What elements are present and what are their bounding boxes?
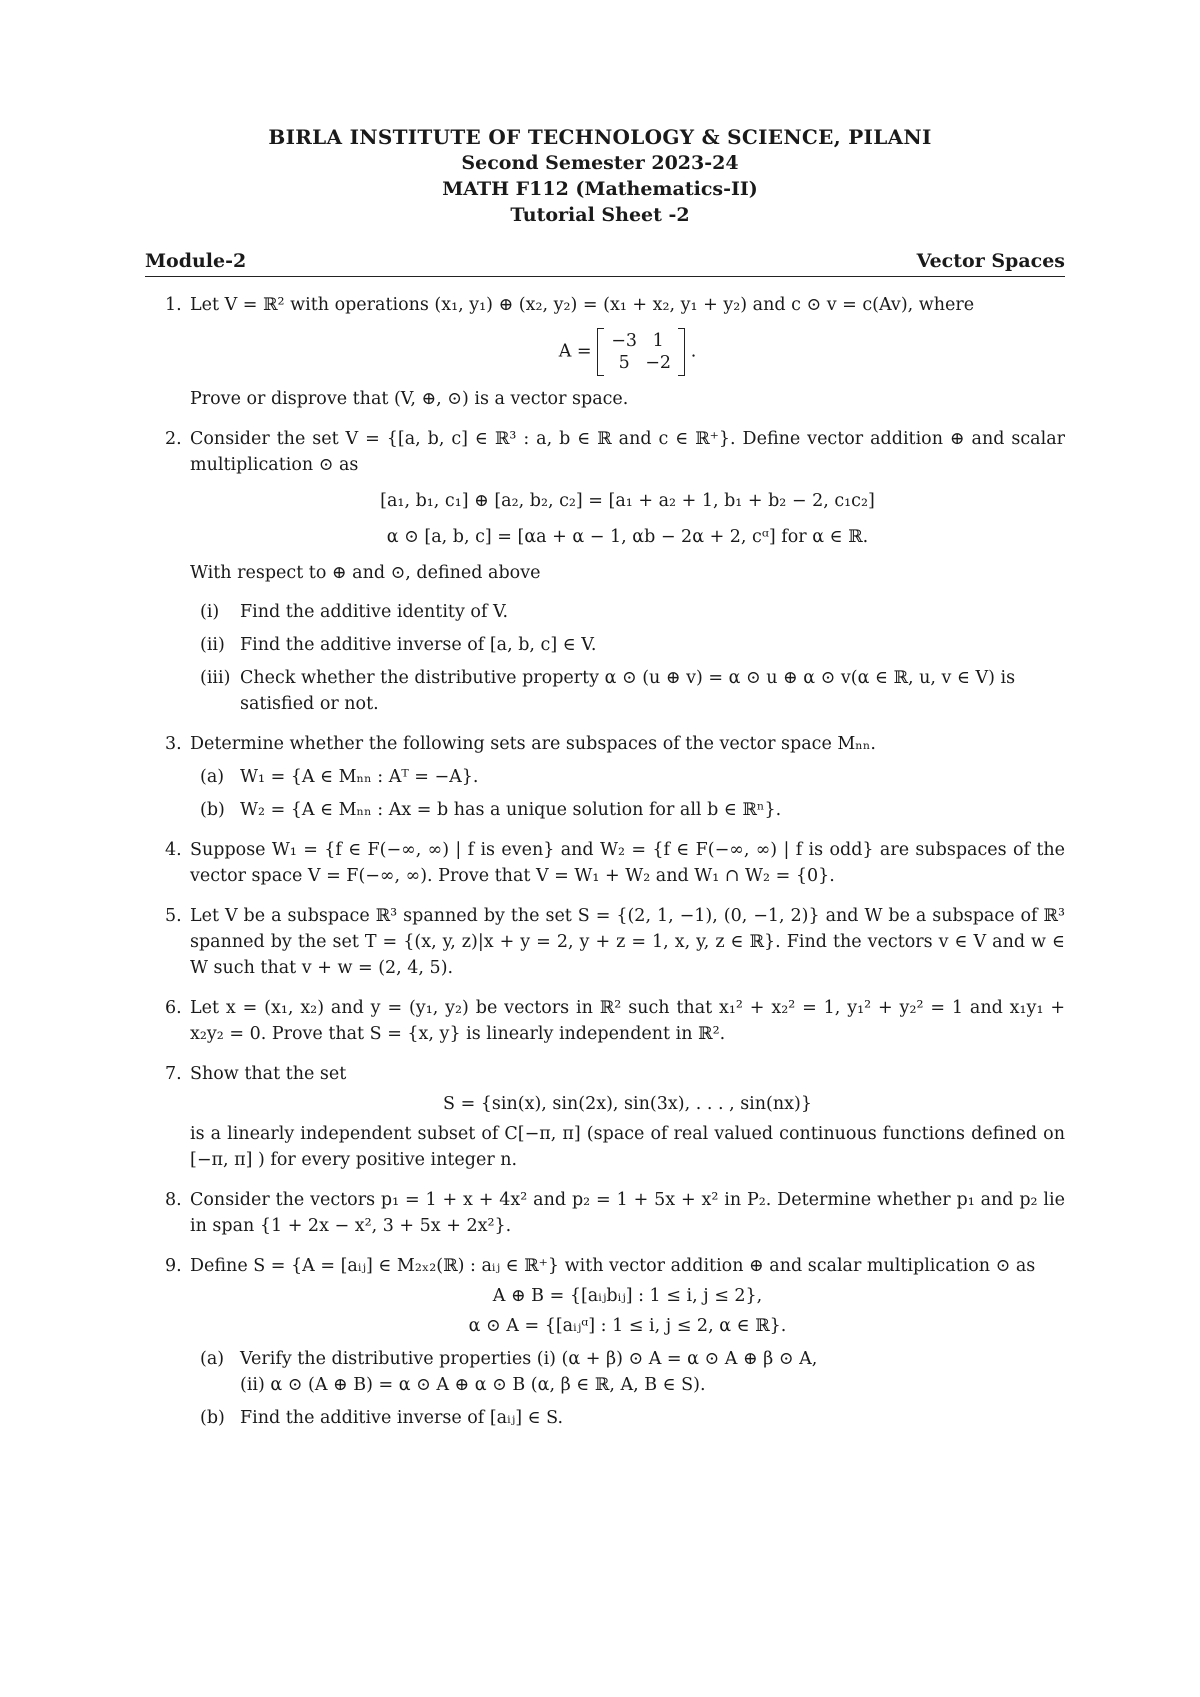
sheet-title: Tutorial Sheet -2	[510, 204, 690, 226]
semester-line: Second Semester 2023-24	[461, 152, 739, 174]
matrix-period: .	[690, 341, 697, 362]
sub-part	[190, 599, 1065, 625]
question-8	[165, 1187, 1065, 1239]
matrix-entry: −3	[611, 331, 638, 351]
matrix-label: A =	[558, 341, 592, 362]
module-label: Module-2	[145, 250, 247, 272]
question-6	[165, 995, 1065, 1047]
question-tail: Prove or disprove that (V, ⊕, ⊙) is a vector space.	[190, 389, 629, 409]
module-row	[145, 250, 1065, 277]
matrix-entry: 1	[652, 331, 664, 351]
question-number: 3.	[165, 734, 182, 754]
set-equation: S = {sin(x), sin(2x), sin(3x), . . . , sin(nx)}	[443, 1094, 812, 1114]
right-bracket	[678, 328, 685, 376]
matrix-a	[597, 328, 685, 376]
sub-part-label: (a)	[200, 767, 225, 787]
sub-part-text: W₁ = {A ∈ Mₙₙ : Aᵀ = −A}.	[240, 767, 479, 787]
question-4	[165, 837, 1065, 889]
question-text: Let x = (x₁, x₂) and y = (y₁, y₂) be vectors in ℝ² such that x₁² + x₂² = 1, y₁² + y₂² = 1 and x₁y₁ + x₂y₂ = 0. Prove that S = {x, y} is linearly independent in ℝ².	[190, 998, 1065, 1044]
question-number: 9.	[165, 1256, 182, 1276]
sub-part-label: (ii)	[200, 635, 225, 655]
question-number: 1.	[165, 295, 182, 315]
question-text: Define S = {A = [aᵢⱼ] ∈ M₂ₓ₂(ℝ) : aᵢⱼ ∈ ℝ⁺} with vector addition ⊕ and scalar multiplication ⊙ as	[190, 1256, 1036, 1276]
sub-part	[190, 797, 1065, 823]
question-text: Show that the set	[190, 1064, 347, 1084]
sub-part-label: (a)	[200, 1349, 225, 1369]
question-3	[165, 731, 1065, 823]
sub-part	[190, 1346, 1065, 1398]
sub-part	[190, 764, 1065, 790]
sub-part	[190, 1405, 1065, 1431]
question-9	[165, 1253, 1065, 1431]
sub-part-text: W₂ = {A ∈ Mₙₙ : Ax = b has a unique solution for all b ∈ ℝⁿ}.	[240, 800, 782, 820]
left-bracket	[597, 328, 604, 376]
question-number: 4.	[165, 840, 182, 860]
question-number: 8.	[165, 1190, 182, 1210]
document-header	[0, 124, 1200, 228]
question-text: Determine whether the following sets are subspaces of the vector space Mₙₙ.	[190, 734, 876, 754]
sub-part-text: Find the additive identity of V.	[240, 602, 509, 622]
question-text: Consider the vectors p₁ = 1 + x + 4x² and p₂ = 1 + 5x + x² in P₂. Determine whether p₁ and p₂ lie in span {1 + 2x − x², 3 + 5x + 2x²}.	[190, 1190, 1065, 1236]
sub-part-text: Verify the distributive properties (i) (α + β) ⊙ A = α ⊙ A ⊕ β ⊙ A,	[240, 1349, 818, 1369]
question-number: 5.	[165, 906, 182, 926]
matrix-entry: −2	[645, 353, 672, 373]
addition-equation: A ⊕ B = {[aᵢⱼbᵢⱼ] : 1 ≤ i, j ≤ 2},	[492, 1286, 763, 1306]
matrix-entry: 5	[618, 353, 630, 373]
question-2	[165, 426, 1065, 717]
sub-part-label: (iii)	[200, 668, 231, 688]
sub-part-text: (ii) α ⊙ (A ⊕ B) = α ⊙ A ⊕ α ⊙ B (α, β ∈ ℝ, A, B ∈ S).	[240, 1375, 706, 1395]
institution-name: BIRLA INSTITUTE OF TECHNOLOGY & SCIENCE, PILANI	[268, 125, 932, 149]
sub-part-text: Check whether the distributive property α ⊙ (u ⊕ v) = α ⊙ u ⊕ α ⊙ v(α ∈ ℝ, u, v ∈ V) is satisfied or not.	[240, 668, 1016, 714]
question-lead: With respect to ⊕ and ⊙, defined above	[190, 563, 541, 583]
sub-part	[190, 632, 1065, 658]
sub-part-label: (i)	[200, 602, 220, 622]
sub-part-text: Find the additive inverse of [a, b, c] ∈ V.	[240, 635, 597, 655]
question-text: Suppose W₁ = {f ∈ F(−∞, ∞) | f is even} and W₂ = {f ∈ F(−∞, ∞) | f is odd} are subspaces of the vector space V = F(−∞, ∞). Prove that V = W₁ + W₂ and W₁ ∩ W₂ = {0}.	[190, 840, 1065, 886]
question-number: 7.	[165, 1064, 182, 1084]
question-text: Consider the set V = {[a, b, c] ∈ ℝ³ : a, b ∈ ℝ and c ∈ ℝ⁺}. Define vector addition ⊕ and scalar multiplication ⊙ as	[190, 429, 1065, 475]
scalar-equation: α ⊙ [a, b, c] = [αa + α − 1, αb − 2α + 2, cᵅ] for α ∈ ℝ.	[386, 527, 869, 547]
question-text: Let V be a subspace ℝ³ spanned by the set S = {(2, 1, −1), (0, −1, 2)} and W be a subspace of ℝ³ spanned by the set T = {(x, y, z)|x + y = 2, y + z = 1, x, y, z ∈ ℝ}. Find the vectors v ∈ V and w ∈ W such that v + w = (2, 4, 5).	[190, 906, 1065, 978]
sub-part-label: (b)	[200, 800, 225, 820]
question-tail: is a linearly independent subset of C[−π, π] (space of real valued continuous functions defined on [−π, π] ) for every positive integer n.	[190, 1124, 1065, 1170]
questions-list	[165, 292, 1065, 1445]
addition-equation: [a₁, b₁, c₁] ⊕ [a₂, b₂, c₂] = [a₁ + a₂ + 1, b₁ + b₂ − 2, c₁c₂]	[380, 491, 875, 511]
question-7	[165, 1061, 1065, 1173]
sub-part-text: Find the additive inverse of [aᵢⱼ] ∈ S.	[240, 1408, 564, 1428]
question-number: 6.	[165, 998, 182, 1018]
question-1	[165, 292, 1065, 412]
question-5	[165, 903, 1065, 981]
question-number: 2.	[165, 429, 182, 449]
sub-part-label: (b)	[200, 1408, 225, 1428]
matrix-equation	[190, 328, 1065, 376]
course-line: MATH F112 (Mathematics-II)	[442, 178, 758, 200]
topic-label: Vector Spaces	[916, 250, 1065, 272]
sub-part	[190, 665, 1065, 717]
question-text: Let V = ℝ² with operations (x₁, y₁) ⊕ (x₂, y₂) = (x₁ + x₂, y₁ + y₂) and c ⊙ v = c(Av), where	[190, 295, 975, 315]
scalar-equation: α ⊙ A = {[aᵢⱼᵅ] : 1 ≤ i, j ≤ 2, α ∈ ℝ}.	[468, 1316, 787, 1336]
